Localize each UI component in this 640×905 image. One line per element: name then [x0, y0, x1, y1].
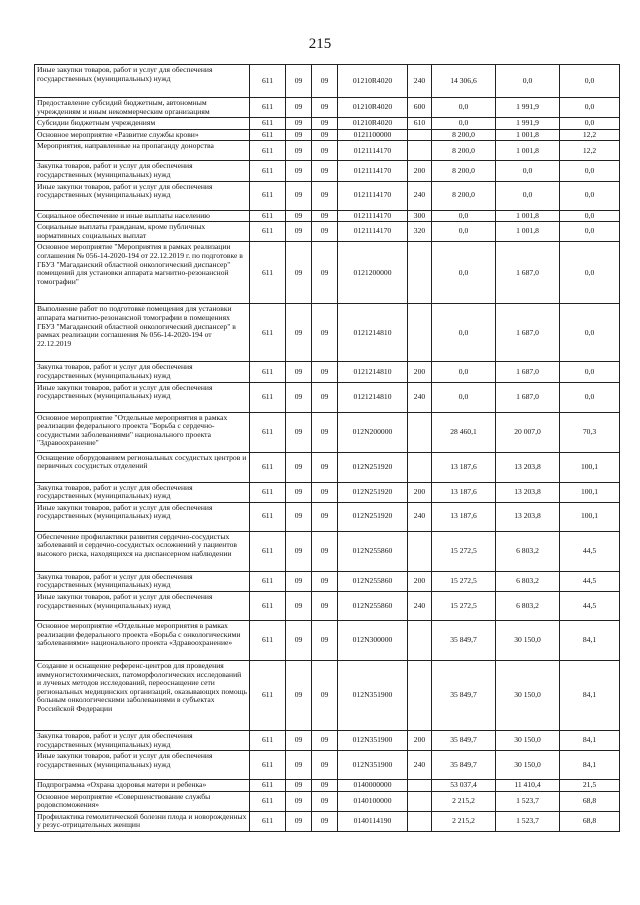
ved-code: 611: [250, 780, 286, 792]
table-row: [35, 531, 620, 571]
actual-amount: 13 203,8: [496, 502, 560, 531]
subsection-code: 09: [312, 502, 338, 531]
ved-code: 611: [250, 65, 286, 98]
actual-amount: 20 007,0: [496, 412, 560, 452]
row-name: Иные закупки товаров, работ и услуг для обеспечения государственных (муниципальных) нужд: [35, 502, 250, 531]
expense-type-code: [408, 531, 432, 571]
plan-amount: 0,0: [432, 304, 496, 362]
table-row: [35, 620, 620, 660]
plan-amount: 53 037,4: [432, 780, 496, 792]
percent-executed: 0,0: [560, 304, 620, 362]
percent-executed: 0,0: [560, 161, 620, 181]
plan-amount: 15 272,5: [432, 531, 496, 571]
actual-amount: 30 150,0: [496, 751, 560, 780]
table-row: [35, 141, 620, 161]
table-row: [35, 780, 620, 792]
percent-executed: 70,3: [560, 412, 620, 452]
row-name: Основное мероприятие «Отдельные мероприятия в рамках реализации федерального проекта «Борьба с онкологическими заболеваниями» национального проекта «Здравоохранение»: [35, 620, 250, 660]
plan-amount: 0,0: [432, 242, 496, 304]
expense-type-code: 240: [408, 181, 432, 210]
target-article-code: 0121214810: [338, 304, 408, 362]
expense-type-code: [408, 660, 432, 730]
section-code: 09: [286, 412, 312, 452]
section-code: 09: [286, 482, 312, 502]
row-name: Социальное обеспечение и иные выплаты населению: [35, 210, 250, 222]
target-article-code: 0121114170: [338, 141, 408, 161]
expense-type-code: [408, 129, 432, 141]
section-code: 09: [286, 382, 312, 412]
section-code: 09: [286, 210, 312, 222]
expense-type-code: 200: [408, 161, 432, 181]
table-row: [35, 452, 620, 482]
plan-amount: 14 306,6: [432, 65, 496, 98]
target-article-code: 012N251920: [338, 482, 408, 502]
expense-type-code: 320: [408, 222, 432, 242]
row-name: Профилактика гемолитической болезни плода и новорожденных у резус-отрицательных женщин: [35, 811, 250, 831]
plan-amount: 0,0: [432, 382, 496, 412]
section-code: 09: [286, 98, 312, 118]
ved-code: 611: [250, 412, 286, 452]
target-article-code: 0140100000: [338, 791, 408, 811]
table-row: [35, 660, 620, 730]
table-row: [35, 362, 620, 382]
target-article-code: 01210R4020: [338, 118, 408, 130]
table-row: [35, 791, 620, 811]
percent-executed: 68,8: [560, 811, 620, 831]
subsection-code: 09: [312, 571, 338, 591]
section-code: 09: [286, 161, 312, 181]
ved-code: 611: [250, 620, 286, 660]
percent-executed: 100,1: [560, 452, 620, 482]
subsection-code: 09: [312, 730, 338, 750]
row-name: Субсидии бюджетным учреждениям: [35, 118, 250, 130]
target-article-code: 0121114170: [338, 222, 408, 242]
plan-amount: 8 200,0: [432, 181, 496, 210]
table-row: [35, 571, 620, 591]
row-name: Оснащение оборудованием региональных сосудистых центров и первичных сосудистых отделений: [35, 452, 250, 482]
section-code: 09: [286, 811, 312, 831]
table-row: [35, 181, 620, 210]
ved-code: 611: [250, 161, 286, 181]
expense-type-code: [408, 141, 432, 161]
target-article-code: 012N351900: [338, 660, 408, 730]
target-article-code: 012N255860: [338, 571, 408, 591]
table-body: [35, 65, 620, 832]
subsection-code: 09: [312, 161, 338, 181]
section-code: 09: [286, 502, 312, 531]
ved-code: 611: [250, 118, 286, 130]
plan-amount: 8 200,0: [432, 141, 496, 161]
plan-amount: 0,0: [432, 362, 496, 382]
subsection-code: 09: [312, 811, 338, 831]
table-row: [35, 65, 620, 98]
section-code: 09: [286, 222, 312, 242]
row-name: Основное мероприятие «Развитие службы крови»: [35, 129, 250, 141]
actual-amount: 13 203,8: [496, 452, 560, 482]
section-code: 09: [286, 242, 312, 304]
percent-executed: 0,0: [560, 222, 620, 242]
ved-code: 611: [250, 531, 286, 571]
subsection-code: 09: [312, 780, 338, 792]
percent-executed: 68,8: [560, 791, 620, 811]
section-code: 09: [286, 591, 312, 620]
ved-code: 611: [250, 382, 286, 412]
row-name: Иные закупки товаров, работ и услуг для обеспечения государственных (муниципальных) нужд: [35, 65, 250, 98]
actual-amount: 1 523,7: [496, 791, 560, 811]
ved-code: 611: [250, 98, 286, 118]
actual-amount: 1 523,7: [496, 811, 560, 831]
percent-executed: 0,0: [560, 242, 620, 304]
subsection-code: 09: [312, 242, 338, 304]
target-article-code: 0140114190: [338, 811, 408, 831]
ved-code: 611: [250, 210, 286, 222]
actual-amount: 1 687,0: [496, 304, 560, 362]
ved-code: 611: [250, 141, 286, 161]
ved-code: 611: [250, 751, 286, 780]
expense-type-code: 610: [408, 118, 432, 130]
ved-code: 611: [250, 362, 286, 382]
plan-amount: 0,0: [432, 98, 496, 118]
subsection-code: 09: [312, 791, 338, 811]
section-code: 09: [286, 304, 312, 362]
expense-type-code: 240: [408, 65, 432, 98]
plan-amount: 0,0: [432, 118, 496, 130]
table-row: [35, 730, 620, 750]
percent-executed: 0,0: [560, 181, 620, 210]
ved-code: 611: [250, 591, 286, 620]
actual-amount: 30 150,0: [496, 660, 560, 730]
expense-type-code: 240: [408, 751, 432, 780]
table-row: [35, 482, 620, 502]
expense-type-code: [408, 620, 432, 660]
target-article-code: 0121214810: [338, 382, 408, 412]
section-code: 09: [286, 730, 312, 750]
section-code: 09: [286, 660, 312, 730]
ved-code: 611: [250, 482, 286, 502]
row-name: Предоставление субсидий бюджетным, автономным учреждениям и иным некоммерческим организациям: [35, 98, 250, 118]
subsection-code: 09: [312, 118, 338, 130]
subsection-code: 09: [312, 65, 338, 98]
subsection-code: 09: [312, 141, 338, 161]
actual-amount: 1 991,9: [496, 118, 560, 130]
target-article-code: 0121114170: [338, 161, 408, 181]
row-name: Создание и оснащение референс-центров для проведения иммуногистохимических, патоморфологических исследований и лучевых методов исследований, переоснащение сети региональных медицинских организаций, оказывающих помощь больным онкологическими заболеваниями в субъектах Российской Федерации: [35, 660, 250, 730]
row-name: Закупка товаров, работ и услуг для обеспечения государственных (муниципальных) нужд: [35, 161, 250, 181]
ved-code: 611: [250, 502, 286, 531]
actual-amount: 13 203,8: [496, 482, 560, 502]
actual-amount: 11 410,4: [496, 780, 560, 792]
plan-amount: 35 849,7: [432, 730, 496, 750]
target-article-code: 012N300000: [338, 620, 408, 660]
row-name: Основное мероприятие "Мероприятия в рамках реализации соглашения № 056-14-2020-194 от 22.12.2019 г. по подготовке в ГБУЗ "Магаданский областной онкологический диспансер" помещений для установки аппарата магнитно-резонансной томографии": [35, 242, 250, 304]
expense-type-code: [408, 412, 432, 452]
actual-amount: 1 001,8: [496, 141, 560, 161]
percent-executed: 0,0: [560, 98, 620, 118]
section-code: 09: [286, 452, 312, 482]
target-article-code: 0140000000: [338, 780, 408, 792]
target-article-code: 012N351900: [338, 751, 408, 780]
subsection-code: 09: [312, 304, 338, 362]
section-code: 09: [286, 620, 312, 660]
actual-amount: 0,0: [496, 161, 560, 181]
page-number: 215: [308, 36, 332, 52]
expense-type-code: [408, 811, 432, 831]
percent-executed: 44,5: [560, 531, 620, 571]
percent-executed: 0,0: [560, 362, 620, 382]
target-article-code: 0121114170: [338, 181, 408, 210]
table-row: [35, 98, 620, 118]
expense-type-code: 600: [408, 98, 432, 118]
plan-amount: 13 187,6: [432, 502, 496, 531]
subsection-code: 09: [312, 98, 338, 118]
table-row: [35, 811, 620, 831]
plan-amount: 13 187,6: [432, 452, 496, 482]
percent-executed: 84,1: [560, 730, 620, 750]
section-code: 09: [286, 181, 312, 210]
plan-amount: 35 849,7: [432, 660, 496, 730]
section-code: 09: [286, 751, 312, 780]
section-code: 09: [286, 362, 312, 382]
table-row: [35, 222, 620, 242]
subsection-code: 09: [312, 129, 338, 141]
ved-code: 611: [250, 811, 286, 831]
ved-code: 611: [250, 452, 286, 482]
subsection-code: 09: [312, 751, 338, 780]
plan-amount: 0,0: [432, 222, 496, 242]
expense-type-code: 300: [408, 210, 432, 222]
budget-table: [34, 64, 620, 832]
ved-code: 611: [250, 571, 286, 591]
actual-amount: 1 687,0: [496, 382, 560, 412]
actual-amount: 6 803,2: [496, 571, 560, 591]
actual-amount: 1 001,8: [496, 210, 560, 222]
actual-amount: 1 991,9: [496, 98, 560, 118]
percent-executed: 0,0: [560, 118, 620, 130]
expense-type-code: [408, 452, 432, 482]
expense-type-code: 200: [408, 730, 432, 750]
plan-amount: 2 215,2: [432, 811, 496, 831]
plan-amount: 13 187,6: [432, 482, 496, 502]
row-name: Основное мероприятие «Совершенствование службы родовспоможения»: [35, 791, 250, 811]
table-row: [35, 591, 620, 620]
row-name: Иные закупки товаров, работ и услуг для обеспечения государственных (муниципальных) нужд: [35, 382, 250, 412]
row-name: Закупка товаров, работ и услуг для обеспечения государственных (муниципальных) нужд: [35, 571, 250, 591]
actual-amount: 1 687,0: [496, 242, 560, 304]
percent-executed: 0,0: [560, 65, 620, 98]
plan-amount: 0,0: [432, 210, 496, 222]
expense-type-code: [408, 242, 432, 304]
target-article-code: 012N351900: [338, 730, 408, 750]
plan-amount: 28 460,1: [432, 412, 496, 452]
percent-executed: 21,5: [560, 780, 620, 792]
actual-amount: 0,0: [496, 181, 560, 210]
actual-amount: 30 150,0: [496, 730, 560, 750]
plan-amount: 2 215,2: [432, 791, 496, 811]
section-code: 09: [286, 571, 312, 591]
percent-executed: 12,2: [560, 129, 620, 141]
ved-code: 611: [250, 181, 286, 210]
subsection-code: 09: [312, 591, 338, 620]
subsection-code: 09: [312, 531, 338, 571]
actual-amount: 30 150,0: [496, 620, 560, 660]
row-name: Выполнение работ по подготовке помещения для установки аппарата магнитно-резонансной томографии в помещениях ГБУЗ "Магаданский областной онкологический диспансер" в рамках реализации соглашения № 056-14-2020-194 от 22.12.2019: [35, 304, 250, 362]
expense-type-code: [408, 780, 432, 792]
table-row: [35, 242, 620, 304]
expense-type-code: 240: [408, 382, 432, 412]
percent-executed: 84,1: [560, 660, 620, 730]
ved-code: 611: [250, 791, 286, 811]
row-name: Основное мероприятие "Отдельные мероприятия в рамках реализации федерального проекта "Борьба с сердечно-сосудистыми заболеваниями" национального проекта "Здравоохранение": [35, 412, 250, 452]
target-article-code: 01210R4020: [338, 98, 408, 118]
row-name: Иные закупки товаров, работ и услуг для обеспечения государственных (муниципальных) нужд: [35, 181, 250, 210]
expense-type-code: 200: [408, 482, 432, 502]
subsection-code: 09: [312, 382, 338, 412]
target-article-code: 0121100000: [338, 129, 408, 141]
target-article-code: 012N251920: [338, 452, 408, 482]
actual-amount: 6 803,2: [496, 591, 560, 620]
plan-amount: 35 849,7: [432, 620, 496, 660]
subsection-code: 09: [312, 620, 338, 660]
ved-code: 611: [250, 129, 286, 141]
percent-executed: 100,1: [560, 502, 620, 531]
percent-executed: 12,2: [560, 141, 620, 161]
section-code: 09: [286, 129, 312, 141]
target-article-code: 012N255860: [338, 591, 408, 620]
actual-amount: 6 803,2: [496, 531, 560, 571]
subsection-code: 09: [312, 482, 338, 502]
row-name: Мероприятия, направленные на пропаганду донорства: [35, 141, 250, 161]
row-name: Подпрограмма «Охрана здоровья матери и ребенка»: [35, 780, 250, 792]
table-row: [35, 118, 620, 130]
percent-executed: 100,1: [560, 482, 620, 502]
section-code: 09: [286, 141, 312, 161]
plan-amount: 35 849,7: [432, 751, 496, 780]
actual-amount: 1 001,8: [496, 129, 560, 141]
ved-code: 611: [250, 304, 286, 362]
table-row: [35, 304, 620, 362]
percent-executed: 44,5: [560, 591, 620, 620]
table-row: [35, 161, 620, 181]
plan-amount: 15 272,5: [432, 591, 496, 620]
plan-amount: 15 272,5: [432, 571, 496, 591]
subsection-code: 09: [312, 210, 338, 222]
ved-code: 611: [250, 730, 286, 750]
target-article-code: 0121114170: [338, 210, 408, 222]
target-article-code: 012N255860: [338, 531, 408, 571]
row-name: Обеспечение профилактики развития сердечно-сосудистых заболеваний и сердечно-сосудистых осложнений у пациентов высокого риска, находящихся на диспансерном наблюдении: [35, 531, 250, 571]
target-article-code: 012N251920: [338, 502, 408, 531]
target-article-code: 012N200000: [338, 412, 408, 452]
percent-executed: 84,1: [560, 751, 620, 780]
table-row: [35, 382, 620, 412]
target-article-code: 01210R4020: [338, 65, 408, 98]
ved-code: 611: [250, 222, 286, 242]
subsection-code: 09: [312, 362, 338, 382]
actual-amount: 1 687,0: [496, 362, 560, 382]
section-code: 09: [286, 65, 312, 98]
plan-amount: 8 200,0: [432, 129, 496, 141]
table-row: [35, 751, 620, 780]
table-row: [35, 129, 620, 141]
expense-type-code: 240: [408, 502, 432, 531]
row-name: Иные закупки товаров, работ и услуг для обеспечения государственных (муниципальных) нужд: [35, 751, 250, 780]
expense-type-code: 200: [408, 571, 432, 591]
section-code: 09: [286, 780, 312, 792]
target-article-code: 0121214810: [338, 362, 408, 382]
percent-executed: 44,5: [560, 571, 620, 591]
plan-amount: 8 200,0: [432, 161, 496, 181]
table-row: [35, 502, 620, 531]
subsection-code: 09: [312, 412, 338, 452]
row-name: Социальные выплаты гражданам, кроме публичных нормативных социальных выплат: [35, 222, 250, 242]
table-row: [35, 210, 620, 222]
expense-type-code: 240: [408, 591, 432, 620]
section-code: 09: [286, 118, 312, 130]
table-row: [35, 412, 620, 452]
percent-executed: 0,0: [560, 210, 620, 222]
row-name: Закупка товаров, работ и услуг для обеспечения государственных (муниципальных) нужд: [35, 482, 250, 502]
row-name: Иные закупки товаров, работ и услуг для обеспечения государственных (муниципальных) нужд: [35, 591, 250, 620]
section-code: 09: [286, 791, 312, 811]
section-code: 09: [286, 531, 312, 571]
actual-amount: 1 001,8: [496, 222, 560, 242]
expense-type-code: 200: [408, 362, 432, 382]
expense-type-code: [408, 304, 432, 362]
subsection-code: 09: [312, 181, 338, 210]
row-name: Закупка товаров, работ и услуг для обеспечения государственных (муниципальных) нужд: [35, 730, 250, 750]
ved-code: 611: [250, 242, 286, 304]
actual-amount: 0,0: [496, 65, 560, 98]
ved-code: 611: [250, 660, 286, 730]
expense-type-code: [408, 791, 432, 811]
target-article-code: 0121200000: [338, 242, 408, 304]
percent-executed: 0,0: [560, 382, 620, 412]
row-name: Закупка товаров, работ и услуг для обеспечения государственных (муниципальных) нужд: [35, 362, 250, 382]
percent-executed: 84,1: [560, 620, 620, 660]
subsection-code: 09: [312, 452, 338, 482]
subsection-code: 09: [312, 660, 338, 730]
subsection-code: 09: [312, 222, 338, 242]
